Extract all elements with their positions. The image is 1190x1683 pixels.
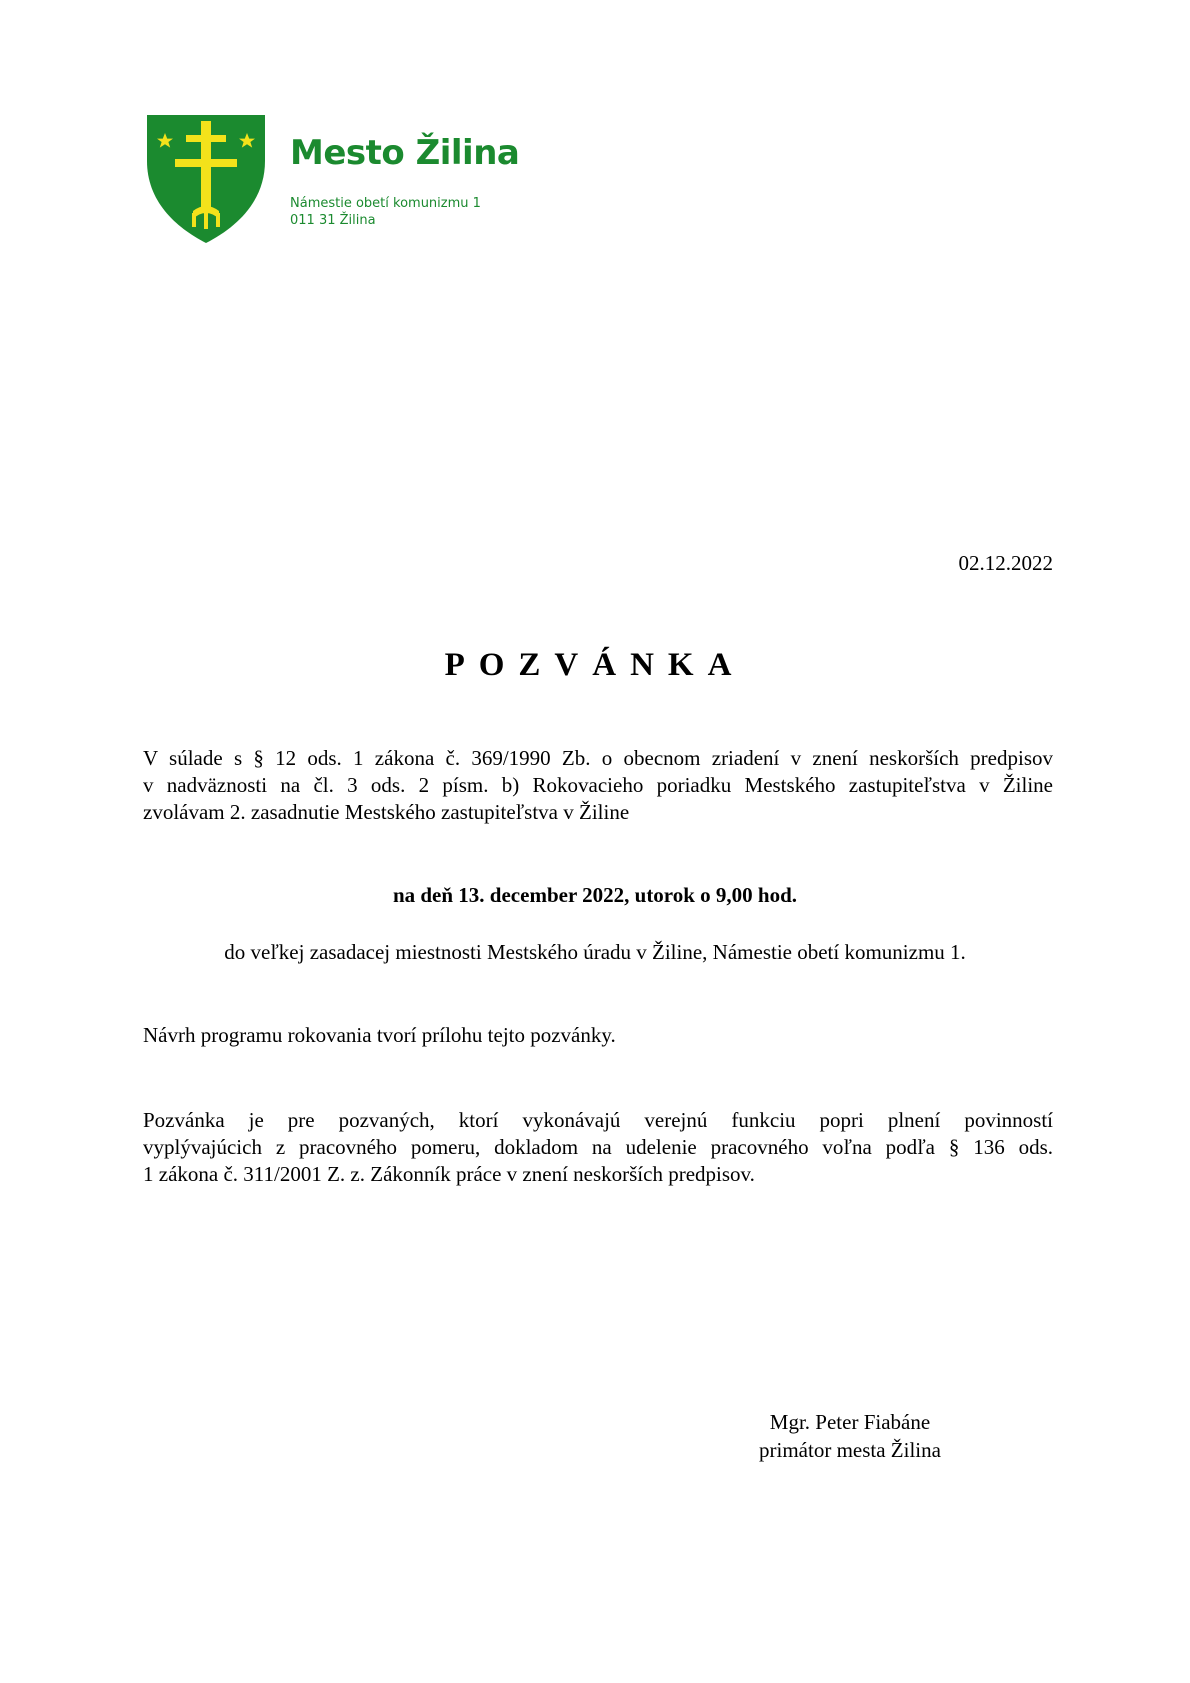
coat-of-arms-icon	[145, 113, 267, 245]
address-line-2: 011 31 Žilina	[290, 213, 376, 228]
document-title: POZVÁNKA	[444, 647, 746, 683]
intro-line: zvolávam 2. zasadnutie Mestského zastupiteľstva v Žiline	[143, 800, 630, 824]
org-name: Mesto Žilina	[290, 133, 520, 173]
notice-paragraph	[143, 1107, 1053, 1188]
intro-paragraph	[143, 745, 1053, 826]
org-address	[290, 195, 481, 229]
address-line-1: Námestie obetí komunizmu 1	[290, 196, 481, 211]
signatory-name: Mgr. Peter Fiabáne	[769, 1410, 931, 1434]
signature-block	[720, 1408, 980, 1464]
meeting-date: na deň 13. december 2022, utorok o 9,00 hod.	[392, 883, 798, 907]
intro-line: v nadväznosti na čl. 3 ods. 2 písm. b) Rokovacieho poriadku Mestského zastupiteľstva v Žiline	[143, 773, 1053, 797]
notice-line: 1 zákona č. 311/2001 Z. z. Zákonník práce v znení neskorších predpisov.	[143, 1162, 755, 1186]
notice-line: Pozvánka je pre pozvaných, ktorí vykonávajú verejnú funkciu popri plnení povinností	[143, 1108, 1053, 1132]
meeting-venue: do veľkej zasadacej miestnosti Mestského úradu v Žiline, Námestie obetí komunizmu 1.	[224, 940, 966, 964]
program-note: Návrh programu rokovania tvorí prílohu tejto pozvánky.	[143, 1023, 616, 1047]
notice-line: vyplývajúcich z pracovného pomeru, dokladom na udelenie pracovného voľna podľa § 136 ods.	[143, 1135, 1053, 1159]
signatory-title: primátor mesta Žilina	[759, 1438, 941, 1462]
document-date: 02.12.2022	[958, 551, 1053, 575]
intro-line: V súlade s § 12 ods. 1 zákona č. 369/1990 Zb. o obecnom zriadení v znení neskorších predpisov	[143, 746, 1053, 770]
